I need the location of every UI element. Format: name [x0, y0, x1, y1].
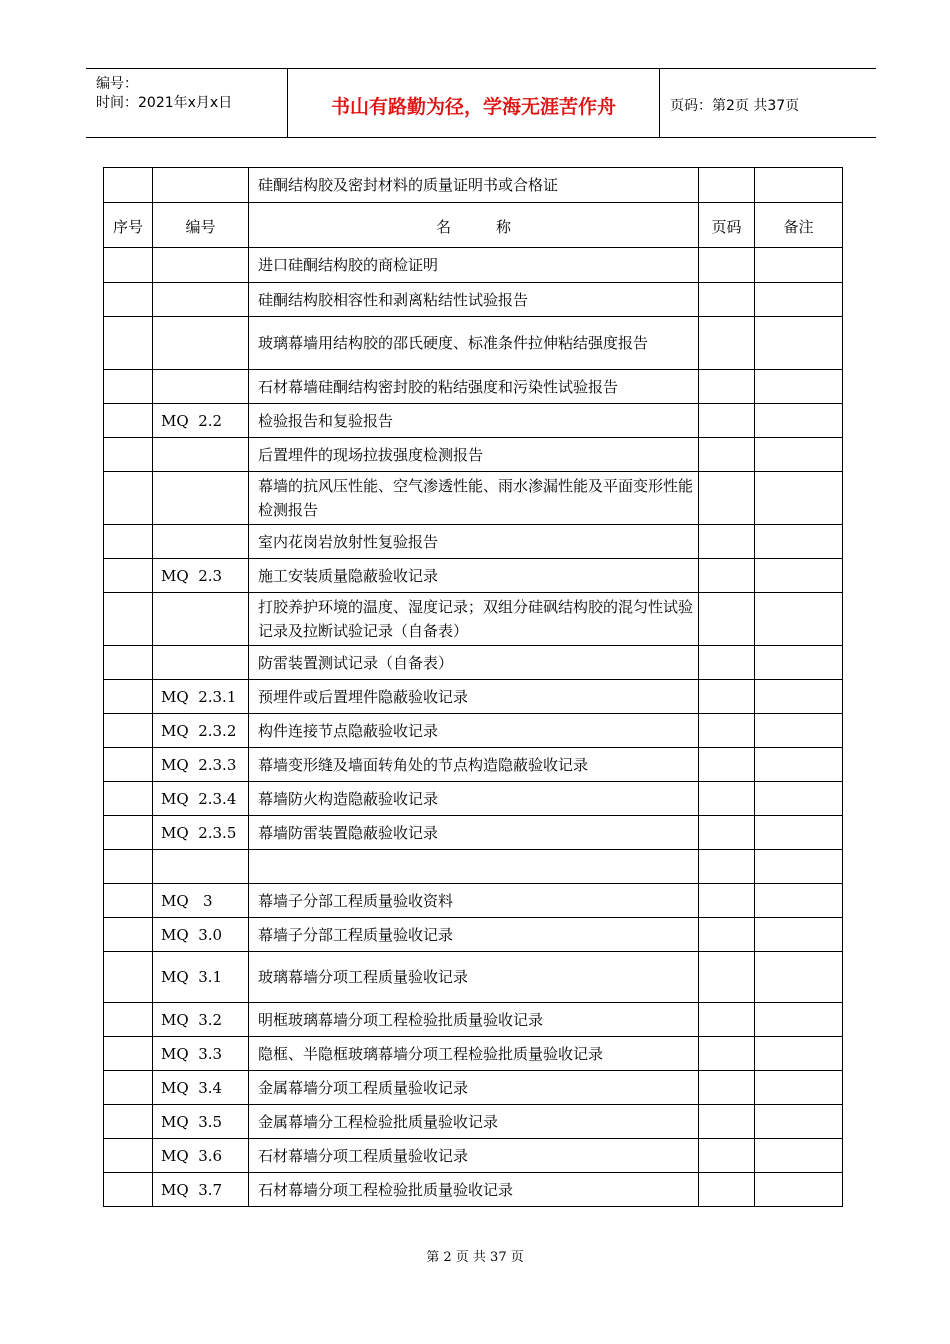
- row-index-cell: [104, 884, 153, 918]
- table-row: [104, 248, 843, 283]
- col-header-remarks: 备注: [755, 203, 843, 248]
- row-page-cell: [699, 782, 755, 816]
- table-row: [104, 748, 843, 782]
- row-name-cell: 明框玻璃幕墙分项工程检验批质量验收记录: [249, 1003, 699, 1037]
- table-row: [104, 646, 843, 680]
- row-index-cell: [104, 1037, 153, 1071]
- row-page-cell: [699, 884, 755, 918]
- row-page-cell: [699, 1139, 755, 1173]
- table-row: [104, 438, 843, 472]
- header-page-number: 页码：第2页 共37页: [670, 98, 800, 114]
- row-name-cell: 金属幕墙分工程检验批质量验收记录: [249, 1105, 699, 1139]
- table-row: [104, 884, 843, 918]
- row-remarks-cell: [755, 748, 843, 782]
- row-name-cell: 幕墙子分部工程质量验收资料: [249, 884, 699, 918]
- row-page-cell: [699, 680, 755, 714]
- row-page-cell: [699, 525, 755, 559]
- row-code-cell: MQ 2.2: [153, 404, 249, 438]
- row-name-cell: 玻璃幕墙用结构胶的邵氏硬度、标准条件拉伸粘结强度报告: [249, 317, 699, 370]
- table-row: [104, 782, 843, 816]
- row-index-cell: [104, 1003, 153, 1037]
- row-name-cell: 隐框、半隐框玻璃幕墙分项工程检验批质量验收记录: [249, 1037, 699, 1071]
- row-index-cell: [104, 559, 153, 593]
- row-code-cell: MQ 2.3.1: [153, 680, 249, 714]
- row-code-cell: MQ 2.3.2: [153, 714, 249, 748]
- table-row: [104, 404, 843, 438]
- doc-number: 编号：: [96, 76, 138, 92]
- row-page-cell: [699, 559, 755, 593]
- header-motto-cell: [287, 69, 660, 137]
- row-page-cell: [699, 1037, 755, 1071]
- row-name-cell: 幕墙子分部工程质量验收记录: [249, 918, 699, 952]
- row-remarks-cell: [755, 782, 843, 816]
- header-motto: 书山有路勤为径，学海无涯苦作舟: [330, 96, 616, 118]
- row-name-cell: 幕墙防雷装置隐蔽验收记录: [249, 816, 699, 850]
- row-remarks-cell: [755, 646, 843, 680]
- header-page-cell: [660, 69, 876, 137]
- row-page-cell: [699, 816, 755, 850]
- row-index-cell: [104, 1139, 153, 1173]
- row-index-cell: [104, 317, 153, 370]
- row-page-cell: [699, 1173, 755, 1207]
- row-code-cell: [153, 850, 249, 884]
- table-row: [104, 680, 843, 714]
- page-header: [86, 68, 876, 138]
- row-remarks-cell: [755, 816, 843, 850]
- row-index-cell: [104, 283, 153, 317]
- table-row: [104, 472, 843, 525]
- row-remarks-cell: [755, 680, 843, 714]
- col-header-index: 序号: [104, 203, 153, 248]
- row-remarks-cell: [755, 283, 843, 317]
- row-remarks-cell: [755, 918, 843, 952]
- row-page-cell: [699, 952, 755, 1003]
- row-index-cell: [104, 748, 153, 782]
- row-remarks-cell: [755, 1105, 843, 1139]
- table-row: [104, 525, 843, 559]
- table-row: [104, 559, 843, 593]
- row-code-cell: MQ 3.6: [153, 1139, 249, 1173]
- row-name-cell: 防雷装置测试记录（自备表）: [249, 646, 699, 680]
- header-meta: [86, 69, 287, 137]
- table-header-row: [104, 203, 843, 248]
- row-remarks-cell: [755, 952, 843, 1003]
- row-remarks-cell: [755, 1003, 843, 1037]
- row-remarks-cell: [755, 559, 843, 593]
- table-top-title: 硅酮结构胶及密封材料的质量证明书或合格证: [249, 168, 699, 203]
- row-name-cell: 打胶养护环境的温度、湿度记录；双组分硅砜结构胶的混匀性试验记录及拉断试验记录（自备表）: [249, 593, 699, 646]
- row-remarks-cell: [755, 370, 843, 404]
- row-code-cell: MQ 2.3.3: [153, 748, 249, 782]
- table-row: [104, 816, 843, 850]
- row-page-cell: [699, 283, 755, 317]
- table-row: [104, 317, 843, 370]
- col-header-name: 名 称: [249, 203, 699, 248]
- row-index-cell: [104, 472, 153, 525]
- table-row: [104, 850, 843, 884]
- row-code-cell: MQ 2.3.4: [153, 782, 249, 816]
- row-index-cell: [104, 680, 153, 714]
- row-name-cell: [249, 850, 699, 884]
- row-remarks-cell: [755, 884, 843, 918]
- row-name-cell: 石材幕墙分项工程检验批质量验收记录: [249, 1173, 699, 1207]
- table-row: [104, 1139, 843, 1173]
- row-remarks-cell: [755, 1173, 843, 1207]
- row-index-cell: [104, 404, 153, 438]
- row-index-cell: [104, 714, 153, 748]
- row-remarks-cell: [755, 593, 843, 646]
- row-page-cell: [699, 918, 755, 952]
- row-index-cell: [104, 370, 153, 404]
- row-index-cell: [104, 1173, 153, 1207]
- row-index-cell: [104, 850, 153, 884]
- row-code-cell: [153, 438, 249, 472]
- row-remarks-cell: [755, 850, 843, 884]
- table-row: [104, 1071, 843, 1105]
- row-code-cell: [153, 317, 249, 370]
- document-index-table: [103, 167, 843, 1207]
- row-name-cell: 施工安装质量隐蔽验收记录: [249, 559, 699, 593]
- row-name-cell: 室内花岗岩放射性复验报告: [249, 525, 699, 559]
- row-page-cell: [699, 646, 755, 680]
- row-code-cell: MQ 2.3: [153, 559, 249, 593]
- row-index-cell: [104, 593, 153, 646]
- row-index-cell: [104, 248, 153, 283]
- row-remarks-cell: [755, 404, 843, 438]
- row-page-cell: [699, 472, 755, 525]
- col-header-code: 编号: [153, 203, 249, 248]
- row-name-cell: 石材幕墙分项工程质量验收记录: [249, 1139, 699, 1173]
- table-row: [104, 1037, 843, 1071]
- row-remarks-cell: [755, 1139, 843, 1173]
- row-name-cell: 幕墙的抗风压性能、空气渗透性能、雨水渗漏性能及平面变形性能检测报告: [249, 472, 699, 525]
- row-page-cell: [699, 593, 755, 646]
- row-name-cell: 硅酮结构胶相容性和剥离粘结性试验报告: [249, 283, 699, 317]
- row-code-cell: MQ 3.7: [153, 1173, 249, 1207]
- row-index-cell: [104, 918, 153, 952]
- row-index-cell: [104, 646, 153, 680]
- row-code-cell: [153, 248, 249, 283]
- row-code-cell: MQ 3: [153, 884, 249, 918]
- table-row: [104, 714, 843, 748]
- row-code-cell: [153, 370, 249, 404]
- row-code-cell: [153, 525, 249, 559]
- row-page-cell: [699, 850, 755, 884]
- row-page-cell: [699, 317, 755, 370]
- row-code-cell: MQ 3.0: [153, 918, 249, 952]
- row-code-cell: [153, 283, 249, 317]
- row-remarks-cell: [755, 525, 843, 559]
- table-row: [104, 918, 843, 952]
- row-remarks-cell: [755, 472, 843, 525]
- col-header-page: 页码: [699, 203, 755, 248]
- row-name-cell: 金属幕墙分项工程质量验收记录: [249, 1071, 699, 1105]
- row-name-cell: 玻璃幕墙分项工程质量验收记录: [249, 952, 699, 1003]
- row-page-cell: [699, 714, 755, 748]
- row-code-cell: MQ 3.4: [153, 1071, 249, 1105]
- row-code-cell: MQ 3.1: [153, 952, 249, 1003]
- row-code-cell: MQ 3.2: [153, 1003, 249, 1037]
- row-name-cell: 石材幕墙硅酮结构密封胶的粘结强度和污染性试验报告: [249, 370, 699, 404]
- page-footer: 第 2 页 共 37 页: [426, 1250, 524, 1265]
- table-row: [104, 593, 843, 646]
- row-remarks-cell: [755, 1037, 843, 1071]
- row-page-cell: [699, 1105, 755, 1139]
- row-page-cell: [699, 404, 755, 438]
- table-row: [104, 283, 843, 317]
- row-remarks-cell: [755, 317, 843, 370]
- row-remarks-cell: [755, 714, 843, 748]
- row-code-cell: MQ 2.3.5: [153, 816, 249, 850]
- table-row: [104, 1173, 843, 1207]
- row-remarks-cell: [755, 1071, 843, 1105]
- row-index-cell: [104, 952, 153, 1003]
- row-index-cell: [104, 1105, 153, 1139]
- row-name-cell: 幕墙变形缝及墙面转角处的节点构造隐蔽验收记录: [249, 748, 699, 782]
- row-code-cell: [153, 472, 249, 525]
- row-page-cell: [699, 1003, 755, 1037]
- row-page-cell: [699, 438, 755, 472]
- table-row: [104, 1105, 843, 1139]
- row-code-cell: [153, 593, 249, 646]
- row-name-cell: 检验报告和复验报告: [249, 404, 699, 438]
- row-name-cell: 构件连接节点隐蔽验收记录: [249, 714, 699, 748]
- row-index-cell: [104, 1071, 153, 1105]
- doc-date: 时间：2021年x月x日: [96, 95, 233, 111]
- row-page-cell: [699, 748, 755, 782]
- row-remarks-cell: [755, 438, 843, 472]
- row-code-cell: MQ 3.5: [153, 1105, 249, 1139]
- row-code-cell: [153, 646, 249, 680]
- row-index-cell: [104, 438, 153, 472]
- row-name-cell: 预埋件或后置埋件隐蔽验收记录: [249, 680, 699, 714]
- row-page-cell: [699, 370, 755, 404]
- row-name-cell: 后置埋件的现场拉拔强度检测报告: [249, 438, 699, 472]
- table-row: [104, 952, 843, 1003]
- row-index-cell: [104, 782, 153, 816]
- table-top-title-row: [104, 168, 843, 203]
- row-page-cell: [699, 1071, 755, 1105]
- row-page-cell: [699, 248, 755, 283]
- row-code-cell: MQ 3.3: [153, 1037, 249, 1071]
- row-remarks-cell: [755, 248, 843, 283]
- row-name-cell: 进口硅酮结构胶的商检证明: [249, 248, 699, 283]
- row-index-cell: [104, 816, 153, 850]
- table-row: [104, 370, 843, 404]
- table-row: [104, 1003, 843, 1037]
- row-index-cell: [104, 525, 153, 559]
- row-name-cell: 幕墙防火构造隐蔽验收记录: [249, 782, 699, 816]
